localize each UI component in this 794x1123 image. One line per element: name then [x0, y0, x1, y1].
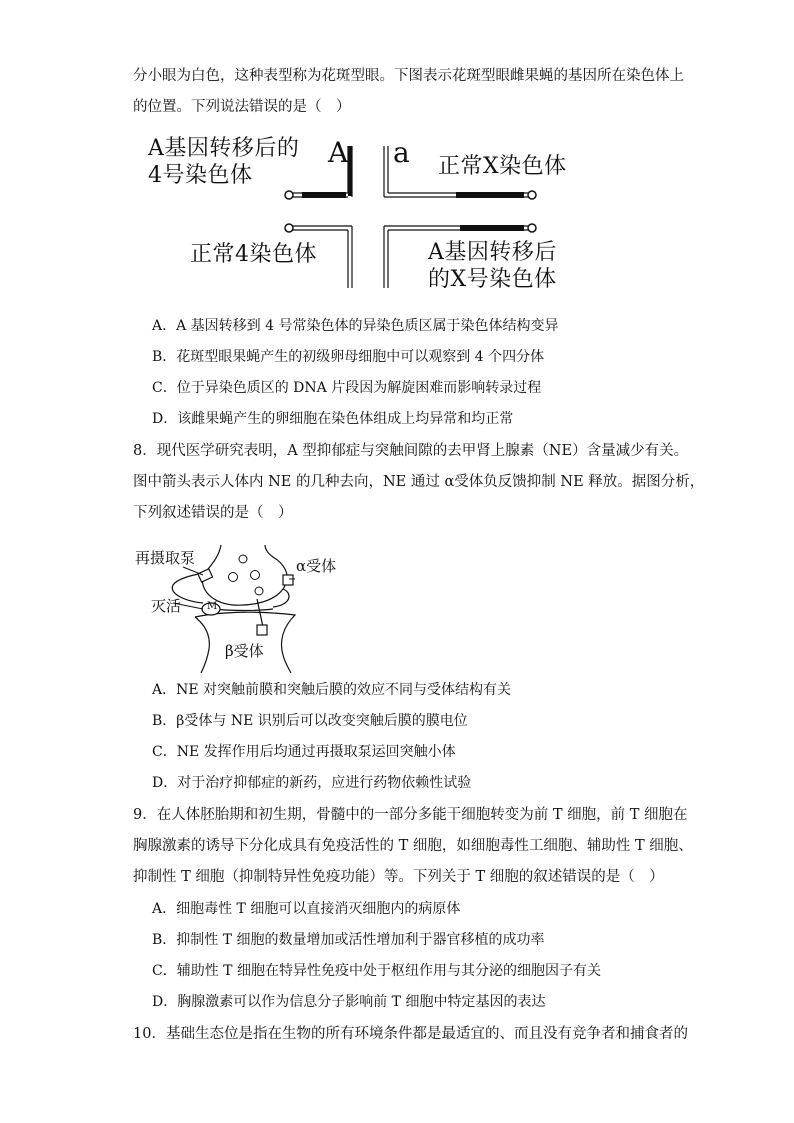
- q7-intro-line-1: 分小眼为白色，这种表型称为花斑型眼。下图表示花斑型眼雌果蝇的基因所在染色体上: [133, 68, 684, 84]
- q9-stem-line-3: 抑制性 T 细胞（抑制特异性免疫功能）等。下列关于 T 细胞的叙述错误的是（ ）: [133, 869, 664, 885]
- label-reuptake-pump: 再摄取泵: [135, 549, 196, 567]
- gene-A-label: A: [328, 136, 349, 169]
- label-enzyme-m: M: [207, 601, 218, 612]
- label-alpha-receptor: α受体: [296, 557, 337, 575]
- q9-option-c: C．辅助性 T 细胞在特异性免疫中处于枢纽作用与其分泌的细胞因子有关: [152, 963, 601, 979]
- q8-option-b: B．β受体与 NE 识别后可以改变突触后膜的膜电位: [152, 713, 468, 729]
- label-beta-receptor: β受体: [225, 642, 264, 660]
- q7-intro-line-2: 的位置。下列说法错误的是（ ）: [133, 99, 351, 115]
- label-x-transferred-line-2: 的X号染色体: [428, 267, 557, 292]
- chromosome-figure: [138, 128, 598, 298]
- presynaptic-membrane: [203, 545, 288, 605]
- q7-option-d: D．该雌果蝇产生的卵细胞在染色体组成上均异常和均正常: [152, 411, 514, 427]
- label-4-transferred-line-2: 4号染色体: [148, 163, 253, 188]
- label-4-transferred-line-1: A基因转移后的: [148, 136, 300, 161]
- q8-option-d: D．对于治疗抑郁症的新药，应进行药物依赖性试验: [152, 775, 472, 791]
- q8-stem-line-1: 8．现代医学研究表明，A 型抑郁症与突触间隙的去甲肾上腺素（NE）含量减少有关。: [133, 443, 689, 459]
- alpha-receptor-shape: [283, 575, 293, 585]
- vesicles: [229, 555, 264, 595]
- label-x-transferred-line-1: A基因转移后: [428, 240, 557, 265]
- beta-receptor-shape: [257, 625, 267, 635]
- q8-option-a: A．NE 对突触前膜和突触后膜的效应不同与受体结构有关: [152, 682, 512, 698]
- q7-option-a: A．A 基因转移到 4 号常染色体的异染色质区属于染色体结构变异: [152, 318, 559, 334]
- q9-option-a: A．细胞毒性 T 细胞可以直接消灭细胞内的病原体: [152, 901, 461, 917]
- q9-stem-line-1: 9．在人体胚胎期和初生期，骨髓中的一部分多能干细胞转变为前 T 细胞，前 T 细胞在: [133, 807, 688, 823]
- synapse-figure: [133, 545, 353, 673]
- q9-stem-line-2: 胸腺激素的诱导下分化成具有免疫活性的 T 细胞，如细胞毒性工细胞、辅助性 T 细胞、: [133, 838, 693, 854]
- q7-option-c: C．位于异染色质区的 DNA 片段因为解旋困难而影响转录过程: [152, 380, 542, 396]
- q8-stem-line-2: 图中箭头表示人体内 NE 的几种去向，NE 通过 α受体负反馈抑制 NE 释放。据图分析，: [133, 474, 705, 490]
- q8-stem-line-3: 下列叙述错误的是（ ）: [133, 505, 293, 521]
- q9-option-b: B．抑制性 T 细胞的数量增加或活性增加利于器官移植的成功率: [152, 932, 545, 948]
- label-x-normal: 正常X染色体: [438, 154, 567, 179]
- label-inactivate: 灭活: [151, 597, 182, 615]
- reuptake-pump-shape: [198, 569, 213, 582]
- q8-option-c: C．NE 发挥作用后均通过再摄取泵运回突触小体: [152, 744, 456, 760]
- q10-stem-line-1: 10．基础生态位是指在生物的所有环境条件都是最适宜的、而且没有竞争者和捕食者的: [133, 1026, 688, 1042]
- postsynaptic-membrane-left: [195, 617, 209, 673]
- label-4-normal: 正常4染色体: [190, 242, 317, 267]
- q7-option-b: B．花斑型眼果蝇产生的初级卵母细胞中可以观察到 4 个四分体: [152, 349, 545, 365]
- q9-option-d: D．胸腺激素可以作为信息分子影响前 T 细胞中特定基因的表达: [152, 994, 546, 1010]
- gene-a-label: a: [393, 136, 411, 169]
